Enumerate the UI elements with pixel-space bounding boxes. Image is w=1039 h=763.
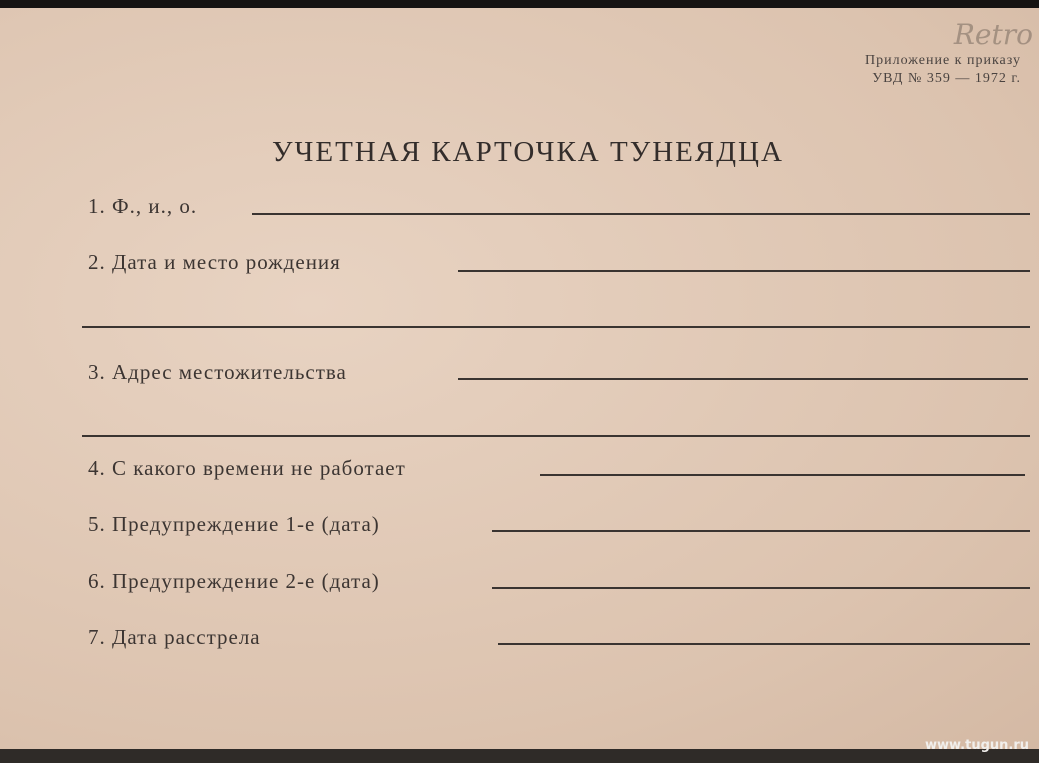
appendix-note: [865, 52, 1021, 88]
bottom-border: [0, 749, 1039, 763]
record-card: [0, 8, 1039, 749]
field-label-warning-2: 6. Предупреждение 2-е (дата): [88, 569, 380, 593]
site-watermark: www.tugun.ru: [924, 738, 1029, 753]
field-line-birth: [458, 270, 1030, 272]
field-line-warning-1: [492, 530, 1030, 532]
field-line-execution-date: [498, 643, 1030, 645]
field-line-warning-2: [492, 587, 1030, 589]
field-label-birth: 2. Дата и место рождения: [88, 250, 341, 274]
field-label-warning-1: 5. Предупреждение 1-е (дата): [88, 512, 380, 536]
field-line-birth-continued: [82, 326, 1030, 328]
appendix-line-2: УВД № 359 — 1972 г.: [872, 71, 1021, 86]
field-line-unemployed-since: [540, 474, 1025, 476]
field-label-name: 1. Ф., и., о.: [88, 194, 198, 218]
field-label-execution-date: 7. Дата расстрела: [88, 625, 261, 649]
field-line-address-continued: [82, 435, 1030, 437]
card-title: УЧЕТНАЯ КАРТОЧКА ТУНЕЯДЦА: [272, 136, 784, 168]
retro-watermark: Retro: [953, 18, 1033, 51]
field-line-address: [458, 378, 1028, 380]
field-label-unemployed-since: 4. С какого времени не работает: [88, 456, 406, 480]
field-line-name: [252, 213, 1030, 215]
field-label-address: 3. Адрес местожительства: [88, 360, 347, 384]
top-border: [0, 0, 1039, 8]
appendix-line-1: Приложение к приказу: [865, 53, 1021, 68]
